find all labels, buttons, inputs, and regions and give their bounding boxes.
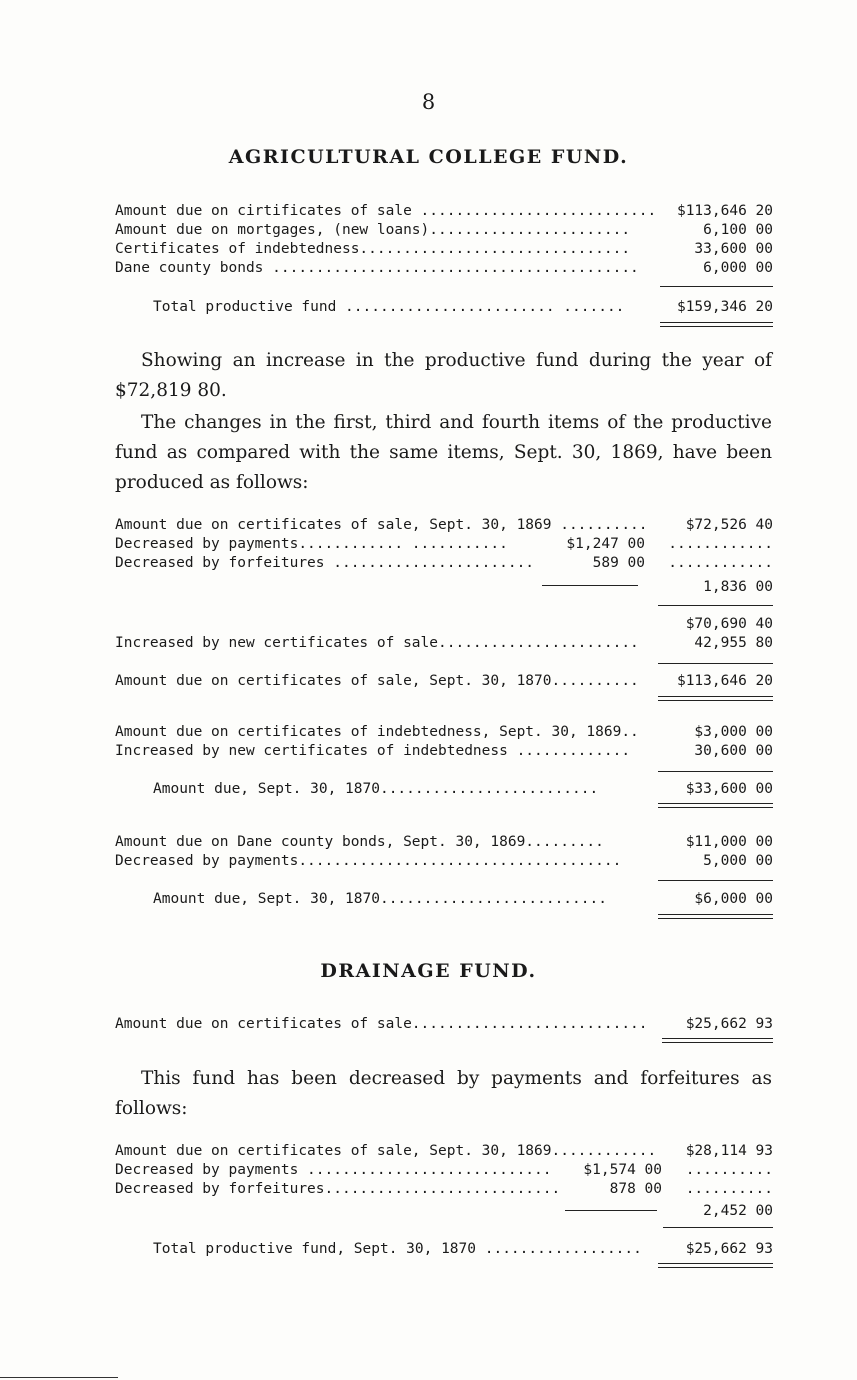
subtotal-rule xyxy=(660,286,773,287)
total-double-rule xyxy=(658,803,773,808)
ag-item-amount: $113,646 20 xyxy=(676,203,773,219)
total-double-rule xyxy=(660,322,773,327)
ag-item-row xyxy=(115,259,775,278)
ag-item-label: Certificates of indebtedness............................... xyxy=(115,241,631,257)
cert-row xyxy=(115,615,775,634)
drainage-fund-heading: DRAINAGE FUND. xyxy=(320,960,537,982)
paragraph-increase: Showing an increase in the productive fund during the year of $72,819 80. xyxy=(115,350,772,401)
drainage-total-label: Total productive fund, Sept. 30, 1870 .................. xyxy=(153,1241,642,1257)
total-double-rule xyxy=(658,1263,773,1268)
drainage-row-label: Amount due on certificates of sale, Sept. 30, 1869............ xyxy=(115,1143,657,1159)
dane-row-amount: 5,000 00 xyxy=(703,853,773,869)
cert-row-amount: $70,690 40 xyxy=(685,616,773,632)
cert-row xyxy=(115,516,775,535)
cert-row-amount: 42,955 80 xyxy=(694,635,773,651)
cert-row-amount: $72,526 40 xyxy=(685,517,773,533)
ag-total-amount: $159,346 20 xyxy=(676,299,773,315)
subtotal-rule xyxy=(658,663,773,664)
dane-row-amount: $11,000 00 xyxy=(685,834,773,850)
cert-row xyxy=(115,535,775,554)
indebt-row-amount: $3,000 00 xyxy=(694,724,773,740)
drainage-row-label: Decreased by forfeitures........................... xyxy=(115,1181,561,1197)
total-double-rule xyxy=(662,1038,773,1043)
cert-row-subamount: 589 00 xyxy=(592,555,645,571)
paragraph-changes: The changes in the first, third and fourth items of the productive fund as compared with the same items, Sept. 30, 1869, have been produced as follows: xyxy=(115,412,772,493)
ag-item-row xyxy=(115,221,775,240)
cert-row-label: Amount due on certificates of sale, Sept. 30, 1869 .......... xyxy=(115,517,648,533)
indebt-row-amount: $33,600 00 xyxy=(685,781,773,797)
dane-row xyxy=(115,852,775,871)
ag-total-label: Total productive fund ........................ ....... xyxy=(153,299,625,315)
drainage-row-label: Decreased by payments ............................ xyxy=(115,1162,552,1178)
drainage-row xyxy=(115,1161,775,1180)
drainage-row-amount: 2,452 00 xyxy=(703,1203,773,1219)
cert-row-label: Increased by new certificates of sale....................... xyxy=(115,635,639,651)
indebt-row-label: Amount due on certificates of indebtedness, Sept. 30, 1869.. xyxy=(115,724,639,740)
dane-row xyxy=(115,890,775,909)
cert-row xyxy=(115,554,775,573)
paragraph-drainage: This fund has been decreased by payments and forfeitures as follows: xyxy=(115,1068,772,1119)
drainage-total-amount: $25,662 93 xyxy=(685,1241,773,1257)
ag-item-amount: 33,600 00 xyxy=(694,241,773,257)
drainage-row-subamount: 878 00 xyxy=(609,1181,662,1197)
ag-item-label: Amount due on cirtificates of sale ........................... xyxy=(115,203,657,219)
ag-item-row xyxy=(115,202,775,221)
drainage-row xyxy=(115,1202,775,1221)
indebt-row xyxy=(115,742,775,761)
total-double-rule xyxy=(658,696,773,701)
drainage-row-subamount: $1,574 00 xyxy=(583,1162,662,1178)
indebt-row-label: Amount due, Sept. 30, 1870......................... xyxy=(153,781,599,797)
ag-total-row xyxy=(115,298,775,317)
ag-item-row xyxy=(115,240,775,259)
dane-row xyxy=(115,833,775,852)
cert-row-subamount: $1,247 00 xyxy=(566,536,645,552)
ag-item-amount: 6,000 00 xyxy=(703,260,773,276)
indebt-row xyxy=(115,780,775,799)
drainage-row-amount: $28,114 93 xyxy=(685,1143,773,1159)
total-double-rule xyxy=(658,914,773,919)
footer-rule xyxy=(0,1377,118,1378)
drainage-row-amount: $25,662 93 xyxy=(685,1016,773,1032)
indebt-row xyxy=(115,723,775,742)
dane-row-amount: $6,000 00 xyxy=(694,891,773,907)
drainage-row-amount: .......... xyxy=(685,1181,773,1197)
drainage-row xyxy=(115,1142,775,1161)
agricultural-fund-heading: AGRICULTURAL COLLEGE FUND. xyxy=(228,146,629,168)
dane-row-label: Amount due, Sept. 30, 1870.......................... xyxy=(153,891,607,907)
cert-row-label: Decreased by forfeitures ....................... xyxy=(115,555,535,571)
cert-row xyxy=(115,578,775,597)
ag-item-label: Amount due on mortgages, (new loans)....................... xyxy=(115,222,631,238)
cert-row-label: Amount due on certificates of sale, Sept. 30, 1870.......... xyxy=(115,673,639,689)
dane-row-label: Amount due on Dane county bonds, Sept. 30, 1869......... xyxy=(115,834,604,850)
cert-row-amount: ............ xyxy=(668,536,773,552)
cert-row xyxy=(115,634,775,653)
cert-row xyxy=(115,672,775,691)
subtotal-rule xyxy=(663,1227,773,1228)
dane-row-label: Decreased by payments..................................... xyxy=(115,853,622,869)
subtotal-rule xyxy=(658,605,773,606)
page-number: 8 xyxy=(421,90,436,114)
ag-item-amount: 6,100 00 xyxy=(703,222,773,238)
indebt-row-amount: 30,600 00 xyxy=(694,743,773,759)
cert-row-label: Decreased by payments............ ........... xyxy=(115,536,508,552)
cert-row-amount: 1,836 00 xyxy=(703,579,773,595)
subtotal-rule xyxy=(658,771,773,772)
drainage-row xyxy=(115,1180,775,1199)
drainage-row-label: Amount due on certificates of sale........................... xyxy=(115,1016,648,1032)
indebt-row-label: Increased by new certificates of indebtedness ............. xyxy=(115,743,631,759)
subtotal-rule xyxy=(658,880,773,881)
ag-item-label: Dane county bonds .......................................... xyxy=(115,260,639,276)
drainage-total-row xyxy=(115,1240,775,1259)
cert-row-amount: $113,646 20 xyxy=(676,673,773,689)
drainage-row xyxy=(115,1015,775,1034)
drainage-row-amount: .......... xyxy=(685,1162,773,1178)
cert-row-amount: ............ xyxy=(668,555,773,571)
